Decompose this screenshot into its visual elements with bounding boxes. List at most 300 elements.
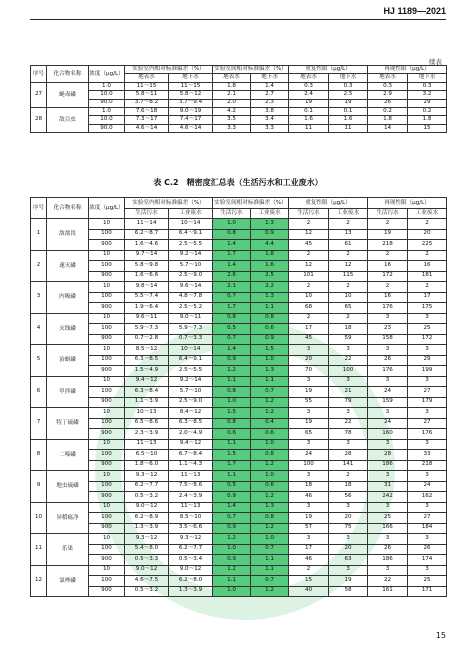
table-row — [31, 387, 447, 398]
table-cell: 61 — [329, 240, 368, 251]
table-cell: 17 — [408, 292, 447, 303]
table-cell: 6.3～8.4 — [125, 387, 169, 398]
table-cell: 1.2 — [213, 366, 251, 377]
table-cell: 159 — [368, 397, 408, 408]
table-cell: 1.0 — [213, 397, 251, 408]
table-cell: 5.8～9.8 — [125, 261, 169, 272]
table-row — [31, 586, 447, 597]
table-cell: 6.7～8.4 — [169, 450, 213, 461]
table-row — [31, 366, 447, 377]
table-cell: 9.0～19 — [169, 107, 213, 115]
table-row — [31, 408, 447, 419]
table-row — [31, 250, 447, 261]
table-cell: 9.4～12 — [169, 439, 213, 450]
table-cell: 3 — [329, 565, 368, 576]
header-no: 序号 — [31, 198, 47, 219]
table-row — [31, 481, 447, 492]
table-cell: 176 — [368, 303, 408, 314]
table-cell: 65 — [289, 429, 329, 440]
table-cell: 2 — [329, 219, 368, 230]
table-cell: 0.9 — [251, 334, 289, 345]
table-cell: 1.0 — [251, 471, 289, 482]
table-cell: 11～15 — [169, 82, 213, 90]
table-cell: 1.2 — [213, 534, 251, 545]
table-cell: 6.3～8.5 — [169, 418, 213, 429]
table-cell: 900 — [89, 492, 125, 503]
table-cell: 100 — [289, 460, 329, 471]
table-cell: 5.9～7.3 — [169, 324, 213, 335]
table-cell: 65 — [329, 303, 368, 314]
table-cell: 0.7～3.3 — [169, 334, 213, 345]
table-cell: 218 — [408, 460, 447, 471]
header-inter-rsd: 实验室间相对标准偏差（%） — [213, 198, 289, 209]
table-cell: 900 — [89, 429, 125, 440]
table-cell: 100 — [89, 418, 125, 429]
table-cell: 1.2 — [251, 460, 289, 471]
table-cell: 1.8 — [251, 250, 289, 261]
compound-name: 特丁硫磷 — [47, 408, 89, 440]
table-cell: 1.6～6.6 — [125, 271, 169, 282]
table-cell: 10 — [89, 250, 125, 261]
table-cell: 2.3 — [251, 99, 289, 107]
table-cell: 1.6 — [329, 116, 368, 124]
table-cell: 59 — [329, 334, 368, 345]
subheader-ground: 地下水 — [169, 74, 213, 82]
table-cell: 24 — [289, 450, 329, 461]
table-cell: 1.3 — [251, 219, 289, 230]
compound-name: 治螟磷 — [47, 345, 89, 377]
table-cell: 2 — [289, 313, 329, 324]
table-cell: 3 — [408, 313, 447, 324]
table-cell: 900 — [89, 366, 125, 377]
table-cell: 0.3 — [368, 82, 408, 90]
row-number: 5 — [31, 345, 47, 377]
table-cell: 19 — [368, 229, 408, 240]
table-row — [31, 107, 447, 115]
table-cell: 115 — [329, 271, 368, 282]
table-cell: 0.8 — [251, 313, 289, 324]
table-cell: 12 — [289, 229, 329, 240]
table-row — [31, 219, 447, 230]
table-cell: 1.1 — [213, 576, 251, 587]
table-cell: 2 — [408, 219, 447, 230]
table-cell: 3 — [368, 408, 408, 419]
table-cell: 3 — [289, 534, 329, 545]
table-cell: 1.2 — [251, 523, 289, 534]
table-cell: 166 — [368, 523, 408, 534]
table-cell: 0.9 — [213, 355, 251, 366]
table-cell: 25 — [368, 513, 408, 524]
table-cell: 10 — [89, 219, 125, 230]
table-cell: 12 — [289, 261, 329, 272]
table-cell: 19 — [329, 99, 368, 107]
table-cell: 5.9～7.3 — [125, 324, 169, 335]
table-cell: 3 — [329, 439, 368, 450]
table-cell: 900 — [89, 523, 125, 534]
table-cell: 29 — [408, 99, 447, 107]
table-cell: 1.2 — [251, 492, 289, 503]
table-row — [31, 450, 447, 461]
table-cell: 3 — [329, 345, 368, 356]
table-cell: 6.2～7.7 — [169, 544, 213, 555]
table-row — [31, 492, 447, 503]
header-inter-rsd: 实验室间相对标准偏差（%） — [214, 66, 287, 73]
table-cell: 1.0 — [251, 439, 289, 450]
table-cell: 1.5 — [213, 450, 251, 461]
table-cell: 2.2 — [251, 282, 289, 293]
table-cell: 3 — [289, 345, 329, 356]
table-cell: 11～13 — [125, 439, 169, 450]
compound-name: 速灭磷 — [47, 250, 89, 282]
table-cell: 19 — [289, 99, 329, 107]
subheader-industrial: 工业废水 — [251, 208, 289, 219]
table-cell: 28 — [329, 450, 368, 461]
table-cell: 0.2 — [368, 107, 408, 115]
table-cell: 11～13 — [169, 502, 213, 513]
table-cell: 101 — [289, 271, 329, 282]
table-cell: 22 — [368, 576, 408, 587]
table-cell: 5.8～11 — [125, 91, 169, 99]
header-compound: 化合物名称 — [47, 198, 89, 219]
table-cell: 0.9 — [213, 492, 251, 503]
table-cell: 0.5～3.2 — [125, 492, 169, 503]
header-repeatability: 重复性限（μg/L） — [289, 66, 368, 74]
table-cell: 174 — [408, 555, 447, 566]
table-cell: 9.7～14 — [125, 250, 169, 261]
table-cell: 25 — [408, 324, 447, 335]
table-row — [31, 345, 447, 356]
table-cell: 20 — [329, 544, 368, 555]
row-number: 1 — [31, 219, 47, 251]
table-cell: 242 — [368, 492, 408, 503]
table-cell: 26 — [368, 99, 408, 107]
compound-name: 氯唑磷 — [47, 565, 89, 597]
table-cell: 218 — [368, 240, 408, 251]
table-row — [31, 429, 447, 440]
table-cell: 17 — [289, 324, 329, 335]
table-cell: 16 — [408, 261, 447, 272]
table-cell: 57 — [289, 523, 329, 534]
table-cell: 1.3 — [251, 366, 289, 377]
table-cell: 900 — [89, 586, 125, 597]
table-cell: 10 — [89, 534, 125, 545]
table-cell: 1.4 — [213, 345, 251, 356]
table-cell: 160 — [368, 429, 408, 440]
table-cell: 0.8 — [213, 229, 251, 240]
table-cell: 5.5～7.4 — [125, 292, 169, 303]
table-cell: 20 — [408, 229, 447, 240]
table-cell: 9.0～12 — [125, 502, 169, 513]
table-row — [31, 261, 447, 272]
table-cell: 18 — [329, 324, 368, 335]
table-row — [31, 565, 447, 576]
table-cell: 3 — [408, 534, 447, 545]
table-cell: 5.8～12 — [169, 91, 213, 99]
table-cell: 1.0 — [251, 534, 289, 545]
table-cell: 9.0～12 — [125, 565, 169, 576]
table-cell: 9.8～14 — [125, 282, 169, 293]
table-row — [31, 124, 447, 132]
table-cell: 1.3～3.9 — [125, 523, 169, 534]
table-cell: 11～15 — [125, 82, 169, 90]
table-cell: 186 — [368, 555, 408, 566]
table-cell: 3 — [368, 502, 408, 513]
table-cell: 4.2 — [213, 107, 251, 115]
subheader-surface: 地表水 — [368, 74, 408, 82]
table-cell: 2.6 — [213, 271, 251, 282]
table-cell: 12 — [329, 261, 368, 272]
table-cell: 172 — [368, 271, 408, 282]
table-cell: 3.4 — [251, 116, 289, 124]
table-cell: 199 — [408, 366, 447, 377]
table-cell: 10 — [89, 282, 125, 293]
table-cell: 0.1 — [289, 107, 329, 115]
row-number: 27 — [31, 82, 47, 107]
table-cell: 3.7～8.2 — [125, 99, 169, 107]
table-cell: 1.3 — [251, 502, 289, 513]
table-cell: 1.2 — [251, 397, 289, 408]
table-cell: 1.0 — [89, 107, 125, 115]
table-cell: 2.5～5.2 — [169, 303, 213, 314]
table-cell: 1.4 — [251, 82, 289, 90]
table-cell: 100 — [89, 261, 125, 272]
table-cell: 4.6～14 — [125, 124, 169, 132]
table-cell: 0.8 — [213, 313, 251, 324]
row-number: 2 — [31, 250, 47, 282]
table-cell: 33 — [408, 450, 447, 461]
table-cell: 9.3～12 — [125, 534, 169, 545]
table-cell: 6.2～8.9 — [125, 513, 169, 524]
table-cell: 3 — [368, 439, 408, 450]
table-cell: 15 — [289, 576, 329, 587]
table-cell: 3 — [408, 345, 447, 356]
row-number: 7 — [31, 408, 47, 440]
table-cell: 184 — [408, 523, 447, 534]
table-cell: 100 — [89, 387, 125, 398]
table-cell: 25 — [408, 576, 447, 587]
table-cell: 11～14 — [125, 219, 169, 230]
table-cell: 0.7 — [213, 513, 251, 524]
table-row — [31, 82, 447, 90]
table-cell: 2.5 — [251, 271, 289, 282]
table-cell: 100 — [89, 355, 125, 366]
compound-name: 地虫硫磷 — [47, 471, 89, 503]
table-cell: 10 — [89, 471, 125, 482]
table-cell: 0.8 — [213, 418, 251, 429]
table-cell: 18 — [329, 481, 368, 492]
table-cell: 0.7 — [213, 292, 251, 303]
header-compound: 化合物名称 — [47, 66, 89, 83]
table-cell: 3 — [329, 502, 368, 513]
table-cell: 10 — [89, 313, 125, 324]
table-cell: 0.3 — [408, 82, 447, 90]
table-cell: 9.3～12 — [169, 534, 213, 545]
table-cell: 20 — [289, 355, 329, 366]
subheader-surface: 地表水 — [213, 74, 251, 82]
table-cell: 5.4～8.0 — [125, 544, 169, 555]
table-cell: 24 — [368, 387, 408, 398]
table-cell: 1.1 — [251, 376, 289, 387]
table-cell: 3 — [408, 471, 447, 482]
subheader-ground: 地下水 — [329, 74, 368, 82]
table-cell: 3 — [368, 345, 408, 356]
table-cell: 2.9 — [368, 91, 408, 99]
table-cell: 28 — [368, 450, 408, 461]
table-cell: 18 — [289, 481, 329, 492]
table-cell: 3 — [289, 471, 329, 482]
table-cell: 900 — [89, 555, 125, 566]
table-cell: 20 — [329, 513, 368, 524]
table-cell: 1.7 — [213, 250, 251, 261]
table-cell: 19 — [289, 387, 329, 398]
table-row — [31, 91, 447, 99]
compound-name: 内吸磷 — [47, 282, 89, 314]
table-cell: 10 — [89, 376, 125, 387]
row-number: 6 — [31, 376, 47, 408]
table-cell: 1.8 — [368, 116, 408, 124]
table-cell: 162 — [408, 492, 447, 503]
table-cell: 3 — [289, 376, 329, 387]
table-cell: 55 — [289, 397, 329, 408]
table-cell: 2 — [289, 250, 329, 261]
table-cell: 23 — [368, 324, 408, 335]
table-cell: 1.1～3.9 — [125, 397, 169, 408]
table-row — [31, 229, 447, 240]
table-cell: 10 — [89, 502, 125, 513]
table-row — [31, 397, 447, 408]
table-cell: 158 — [368, 334, 408, 345]
table-cell: 19 — [289, 418, 329, 429]
table-cell: 3.2 — [408, 91, 447, 99]
table-cell: 2.4 — [289, 91, 329, 99]
table-cell: 3 — [408, 565, 447, 576]
subheader-industrial: 工业废水 — [169, 208, 213, 219]
table-row — [31, 324, 447, 335]
table-row — [31, 116, 447, 124]
page-number: 15 — [435, 631, 446, 640]
table-cell: 9.2～14 — [169, 376, 213, 387]
row-number: 10 — [31, 502, 47, 534]
table-cell: 1.2 — [213, 565, 251, 576]
table-cell: 100 — [89, 544, 125, 555]
header-rule — [30, 19, 446, 20]
table-cell: 27 — [408, 418, 447, 429]
table-cell: 9.0～12 — [169, 565, 213, 576]
table-cell: 0.6 — [213, 429, 251, 440]
table-cell: 19 — [329, 576, 368, 587]
table-cell: 0.9 — [251, 229, 289, 240]
table-cell: 0.6 — [251, 324, 289, 335]
table-cell: 11 — [329, 124, 368, 132]
table-cell: 10 — [89, 439, 125, 450]
precision-table-continued — [30, 65, 447, 133]
table-cell: 186 — [368, 460, 408, 471]
table-cell: 29 — [408, 355, 447, 366]
table-cell: 1.1 — [251, 555, 289, 566]
table-cell: 2 — [368, 282, 408, 293]
table-cell: 161 — [368, 586, 408, 597]
table-cell: 1.0 — [213, 586, 251, 597]
table-cell: 3.7～9.4 — [169, 99, 213, 107]
table-cell: 900 — [89, 271, 125, 282]
table-cell: 172 — [408, 334, 447, 345]
table-cell: 24 — [368, 418, 408, 429]
table-cell: 2 — [289, 219, 329, 230]
table-cell: 1.5 — [251, 345, 289, 356]
table-cell: 900 — [89, 303, 125, 314]
table-cell: 7.4～17 — [169, 116, 213, 124]
table-cell: 3.8 — [251, 107, 289, 115]
table-cell: 0.1 — [329, 107, 368, 115]
compound-name: 敌敌畏 — [47, 219, 89, 251]
table-cell: 900 — [89, 240, 125, 251]
table-cell: 16 — [368, 292, 408, 303]
compound-name: 二嗪磷 — [47, 439, 89, 471]
table-cell: 3 — [408, 439, 447, 450]
table-cell: 1.6～4.6 — [125, 240, 169, 251]
table-cell: 4.6～14 — [169, 124, 213, 132]
table-cell: 8.5～10 — [169, 513, 213, 524]
table-row — [31, 534, 447, 545]
table-cell: 1.1 — [213, 471, 251, 482]
table-cell: 6.2～8.7 — [125, 229, 169, 240]
table-cell: 2.5 — [329, 91, 368, 99]
table-cell: 10.0 — [89, 116, 125, 124]
table-cell: 9.0～11 — [169, 313, 213, 324]
table-cell: 1.6 — [251, 261, 289, 272]
table-cell: 7.3～17 — [125, 116, 169, 124]
table-cell: 8.5～12 — [125, 345, 169, 356]
table-cell: 46 — [289, 555, 329, 566]
table-cell: 70 — [289, 366, 329, 377]
table-cell: 900 — [89, 460, 125, 471]
table-cell: 3 — [329, 534, 368, 545]
table-cell: 78 — [329, 429, 368, 440]
subheader-industrial: 工业废水 — [408, 208, 447, 219]
table-cell: 0.5～3.4 — [169, 555, 213, 566]
table-cell: 1.9～6.4 — [125, 303, 169, 314]
table-row — [31, 460, 447, 471]
table-cell: 1.8 — [408, 116, 447, 124]
table-row — [31, 355, 447, 366]
table-cell: 3 — [368, 313, 408, 324]
table-cell: 2.5～5.5 — [169, 366, 213, 377]
subheader-domestic: 生活污水 — [289, 208, 329, 219]
row-number: 28 — [31, 107, 47, 132]
table-cell: 100 — [89, 292, 125, 303]
table-row — [31, 282, 447, 293]
table-cell: 90.0 — [89, 99, 125, 107]
table-cell: 6.5～8.6 — [125, 418, 169, 429]
table-cell: 100 — [89, 324, 125, 335]
table-cell: 225 — [408, 240, 447, 251]
table-cell: 1.1 — [251, 303, 289, 314]
table-cell: 100 — [89, 513, 125, 524]
table-cell: 10 — [89, 345, 125, 356]
table-cell: 2 — [408, 250, 447, 261]
table-cell: 11～13 — [169, 471, 213, 482]
table-cell: 2.0 — [213, 99, 251, 107]
table-cell: 176 — [368, 366, 408, 377]
table-cell: 1.8～6.0 — [125, 460, 169, 471]
table-cell: 1.2 — [251, 586, 289, 597]
table-cell: 45 — [289, 334, 329, 345]
table-cell: 0.7 — [251, 544, 289, 555]
table-cell: 900 — [89, 334, 125, 345]
table-cell: 3 — [408, 376, 447, 387]
subheader-domestic: 生活污水 — [213, 208, 251, 219]
compound-name: 灭线磷 — [47, 313, 89, 345]
